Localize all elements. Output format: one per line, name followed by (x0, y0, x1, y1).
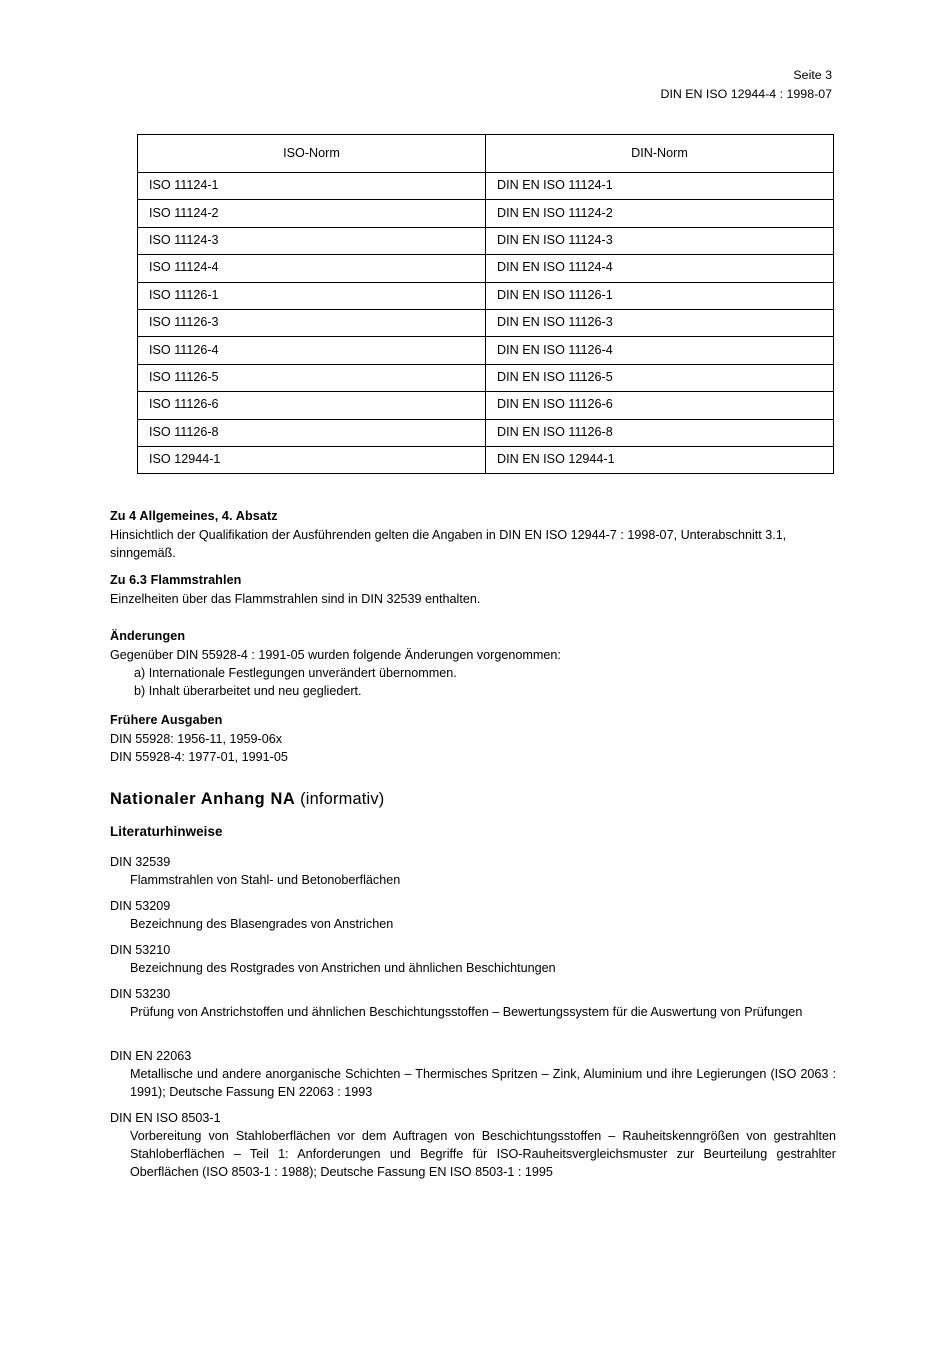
reference-key: DIN 32539 (110, 855, 171, 869)
reference-din-53210 (110, 942, 836, 978)
reference-key: DIN EN ISO 8503-1 (110, 1111, 221, 1125)
column-header-iso: ISO-Norm (138, 135, 486, 173)
cell-din-norm: DIN EN ISO 11126-5 (486, 364, 834, 391)
table-row (138, 392, 834, 419)
cell-iso-norm: ISO 11124-1 (138, 173, 486, 200)
running-header (661, 66, 833, 104)
annex-subtitle-group (110, 822, 836, 841)
reference-entry (110, 1048, 836, 1102)
section-fruehere-ausgaben (110, 712, 836, 767)
cell-din-norm: DIN EN ISO 11124-2 (486, 200, 834, 227)
cell-din-norm: DIN EN ISO 12944-1 (486, 446, 834, 473)
section-intro-aenderungen: Gegenüber DIN 55928-4 : 1991-05 wurden folgende Änderungen vorgenommen: (110, 647, 561, 662)
table-row (138, 282, 834, 309)
annex-title (110, 788, 836, 811)
reference-entry (110, 898, 836, 934)
page-number-label: Seite 3 (793, 68, 832, 82)
list-item: b) Inhalt überarbeitet und neu gegliedert. (134, 683, 362, 698)
section-heading-zu-4: Zu 4 Allgemeines, 4. Absatz (110, 509, 278, 523)
table-row (138, 337, 834, 364)
section-zu-6-3 (110, 572, 836, 609)
iso-din-concordance-table (137, 134, 834, 474)
reference-entry (110, 1110, 836, 1182)
list-item: a) Internationale Festlegungen unverändert übernommen. (134, 665, 457, 680)
table-row (138, 419, 834, 446)
fruehere-ausgaben-line: DIN 55928-4: 1977-01, 1991-05 (110, 749, 288, 764)
reference-title: Bezeichnung des Rostgrades von Anstrichen und ähnlichen Beschichtungen (130, 960, 556, 975)
cell-din-norm: DIN EN ISO 11126-3 (486, 309, 834, 336)
section-zu-4 (110, 508, 836, 563)
reference-din-53230 (110, 986, 836, 1022)
reference-key: DIN 53210 (110, 943, 171, 957)
aenderungen-list (110, 665, 836, 701)
cell-iso-norm: ISO 11126-6 (138, 392, 486, 419)
annex-title-qualifier: (informativ) (300, 790, 385, 808)
annex-title-strong: Nationaler Anhang NA (110, 790, 296, 808)
cell-din-norm: DIN EN ISO 11124-4 (486, 255, 834, 282)
cell-iso-norm: ISO 12944-1 (138, 446, 486, 473)
section-heading-aenderungen: Änderungen (110, 629, 186, 643)
cell-iso-norm: ISO 11124-2 (138, 200, 486, 227)
reference-din-en-22063 (110, 1048, 836, 1102)
table-header-row (138, 135, 834, 173)
section-body-zu-6-3: Einzelheiten über das Flammstrahlen sind in DIN 32539 enthalten. (110, 591, 481, 606)
table-row (138, 446, 834, 473)
reference-din-32539 (110, 854, 836, 890)
section-aenderungen (110, 628, 836, 701)
reference-key: DIN 53209 (110, 899, 171, 913)
table-row (138, 309, 834, 336)
reference-title: Prüfung von Anstrichstoffen und ähnlichen Beschichtungsstoffen – Bewertungssystem für die Auswertung von Prüfungen (130, 1004, 803, 1019)
cell-din-norm: DIN EN ISO 11124-1 (486, 173, 834, 200)
cell-din-norm: DIN EN ISO 11126-4 (486, 337, 834, 364)
table-row (138, 227, 834, 254)
table-row (138, 200, 834, 227)
reference-title: Bezeichnung des Blasengrades von Anstrichen (130, 916, 394, 931)
cell-iso-norm: ISO 11126-3 (138, 309, 486, 336)
cell-iso-norm: ISO 11126-5 (138, 364, 486, 391)
cell-iso-norm: ISO 11124-4 (138, 255, 486, 282)
reference-din-53209 (110, 898, 836, 934)
section-heading-fruehere-ausgaben: Frühere Ausgaben (110, 713, 223, 727)
cell-iso-norm: ISO 11124-3 (138, 227, 486, 254)
table-row (138, 255, 834, 282)
cell-din-norm: DIN EN ISO 11126-1 (486, 282, 834, 309)
cell-iso-norm: ISO 11126-4 (138, 337, 486, 364)
cell-din-norm: DIN EN ISO 11126-8 (486, 419, 834, 446)
fruehere-ausgaben-line: DIN 55928: 1956-11, 1959-06x (110, 731, 283, 746)
document-identifier: DIN EN ISO 12944-4 : 1998-07 (660, 86, 832, 101)
reference-din-en-iso-8503-1 (110, 1110, 836, 1182)
reference-key: DIN EN 22063 (110, 1049, 192, 1063)
section-heading-zu-6-3: Zu 6.3 Flammstrahlen (110, 573, 242, 587)
reference-entry (110, 986, 836, 1022)
table-row (138, 364, 834, 391)
reference-key: DIN 53230 (110, 987, 171, 1001)
cell-iso-norm: ISO 11126-8 (138, 419, 486, 446)
reference-entry (110, 942, 836, 978)
annex-heading-group (110, 788, 836, 811)
column-header-din: DIN-Norm (486, 135, 834, 173)
reference-title: Flammstrahlen von Stahl- und Betonoberflächen (130, 872, 401, 887)
cell-din-norm: DIN EN ISO 11124-3 (486, 227, 834, 254)
annex-subtitle-literaturhinweise: Literaturhinweise (110, 824, 223, 839)
reference-title: Metallische und andere anorganische Schichten – Thermisches Spritzen – Zink, Aluminium und ihre Legierungen (ISO 2063 : 1991); Deutsche Fassung EN 22063 : 1993 (130, 1066, 836, 1099)
cell-iso-norm: ISO 11126-1 (138, 282, 486, 309)
cell-din-norm: DIN EN ISO 11126-6 (486, 392, 834, 419)
section-body-zu-4: Hinsichtlich der Qualifikation der Ausführenden gelten die Angaben in DIN EN ISO 12944-7 : 1998-07, Unterabschnitt 3.1, sinngemäß. (110, 527, 787, 560)
reference-title: Vorbereitung von Stahloberflächen vor dem Auftragen von Beschichtungsstoffen – Rauheitskenngrößen von gestrahlten Stahloberflächen – Teil 1: Anforderungen und Begriffe für ISO-Rauheitsvergleichsmuster zur Beurteilung gestrahlter Oberflächen (ISO 8503-1 : 1988); Deutsche Fassung EN ISO 8503-1 : 1995 (130, 1128, 836, 1179)
table-row (138, 173, 834, 200)
reference-entry (110, 854, 836, 890)
